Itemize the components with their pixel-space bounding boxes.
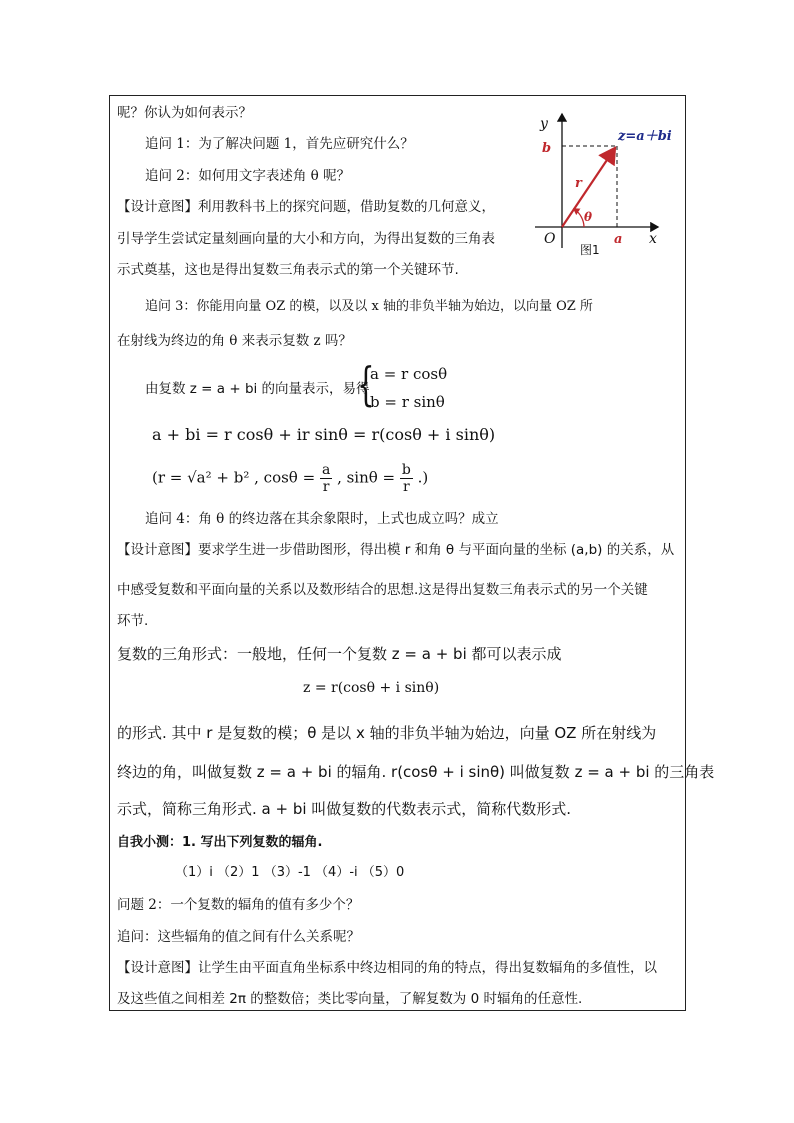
formula-definitions-middle: , sinθ = xyxy=(332,468,400,487)
text-line-7: 追问 3：你能用向量 OZ 的模，以及以 x 轴的非负半轴为始边，以向量 OZ 所 xyxy=(145,299,593,314)
x-axis-label: x xyxy=(649,231,657,247)
figure-complex-plane xyxy=(530,108,680,268)
text-line-9: 由复数 z = a + bi 的向量表示，易得 xyxy=(145,381,370,397)
fraction-sin-numerator: b xyxy=(401,462,411,478)
system-brace: { xyxy=(357,357,375,411)
formula-definitions-end: .) xyxy=(412,468,429,487)
trig-form-definition: 复数的三角形式：一般地，任何一个复数 z = a + bi 都可以表示成 xyxy=(117,645,562,663)
text-line-10: 追问 4：角 θ 的终边落在其余象限时，上式也成立吗？成立 xyxy=(145,511,499,527)
design-intent-1: 【设计意图】利用教科书上的探究问题，借助复数的几何意义， xyxy=(117,199,495,215)
fraction-sin xyxy=(400,462,413,495)
origin-label: O xyxy=(544,231,556,247)
b-label: b xyxy=(542,141,552,156)
self-test-heading: 自我小测：1. 写出下列复数的辐角. xyxy=(117,835,323,850)
text-line-2: 追问 1：为了解决问题 1，首先应研究什么？ xyxy=(145,136,414,152)
y-axis-label: y xyxy=(540,116,548,132)
a-label: a xyxy=(614,232,623,247)
trig-form-formula: z = r(cosθ + i sinθ) xyxy=(303,680,440,696)
follow-up-question: 追问：这些辐角的值之间有什么关系呢？ xyxy=(117,929,360,945)
system-equation-1: a = r cosθ xyxy=(370,365,448,383)
figure-caption: 图1 xyxy=(580,243,600,257)
text-line-12: 中感受复数和平面向量的关系以及数形结合的思想.这是得出复数三角表示式的另一个关键 xyxy=(117,582,648,598)
point-z-label: z=a＋bi xyxy=(618,129,672,144)
design-intent-2: 【设计意图】要求学生进一步借助图形，得出模 r 和角 θ 与平面向量的坐标 (a,b) 的关系，从 xyxy=(117,542,675,558)
question-2: 问题 2：一个复数的辐角的值有多少个？ xyxy=(117,897,360,913)
text-line-8: 在射线为终边的角 θ 来表示复数 z 吗？ xyxy=(117,333,352,349)
text-line-1: 呢？你认为如何表示？ xyxy=(117,105,252,121)
text-line-5: 引导学生尝试定量刻画向量的大小和方向，为得出复数的三角表 xyxy=(117,231,495,247)
theta-label: θ xyxy=(584,210,593,224)
text-line-15: 的形式. 其中 r 是复数的模；θ 是以 x 轴的非负半轴为始边，向量 OZ 所在射线为 xyxy=(117,724,657,742)
self-test-items: （1）i （2）1 （3）-1 （4）-i （5）0 xyxy=(175,865,405,880)
formula-definitions xyxy=(152,462,428,495)
text-line-6: 示式奠基，这也是得出复数三角表示式的第一个关键环节. xyxy=(117,262,459,278)
text-line-23: 及这些值之间相差 2π 的整数倍；类比零向量，了解复数为 0 时辐角的任意性. xyxy=(117,991,583,1007)
fraction-sin-denominator: r xyxy=(403,479,410,495)
text-line-3: 追问 2：如何用文字表述角 θ 呢？ xyxy=(145,168,351,184)
angle-arc xyxy=(574,209,584,227)
formula-expansion: a + bi = r cosθ + ir sinθ = r(cosθ + i sinθ) xyxy=(152,425,496,444)
fraction-cos-numerator: a xyxy=(321,462,331,478)
design-intent-3: 【设计意图】让学生由平面直角坐标系中终边相同的角的特点，得出复数辐角的多值性，以 xyxy=(117,960,657,976)
text-line-16: 终边的角，叫做复数 z = a + bi 的辐角. r(cosθ + i sinθ) 叫做复数 z = a + bi 的三角表 xyxy=(117,763,715,781)
fraction-cos-denominator: r xyxy=(322,479,330,495)
text-line-17: 示式，简称三角形式. a + bi 叫做复数的代数表示式，简称代数形式. xyxy=(117,800,572,818)
r-label: r xyxy=(575,176,582,191)
fraction-cos xyxy=(320,462,332,495)
formula-definitions-start: (r = √a² + b² , cosθ = xyxy=(152,468,320,487)
text-line-13: 环节. xyxy=(117,613,149,629)
system-equation-2: b = r sinθ xyxy=(370,393,445,411)
